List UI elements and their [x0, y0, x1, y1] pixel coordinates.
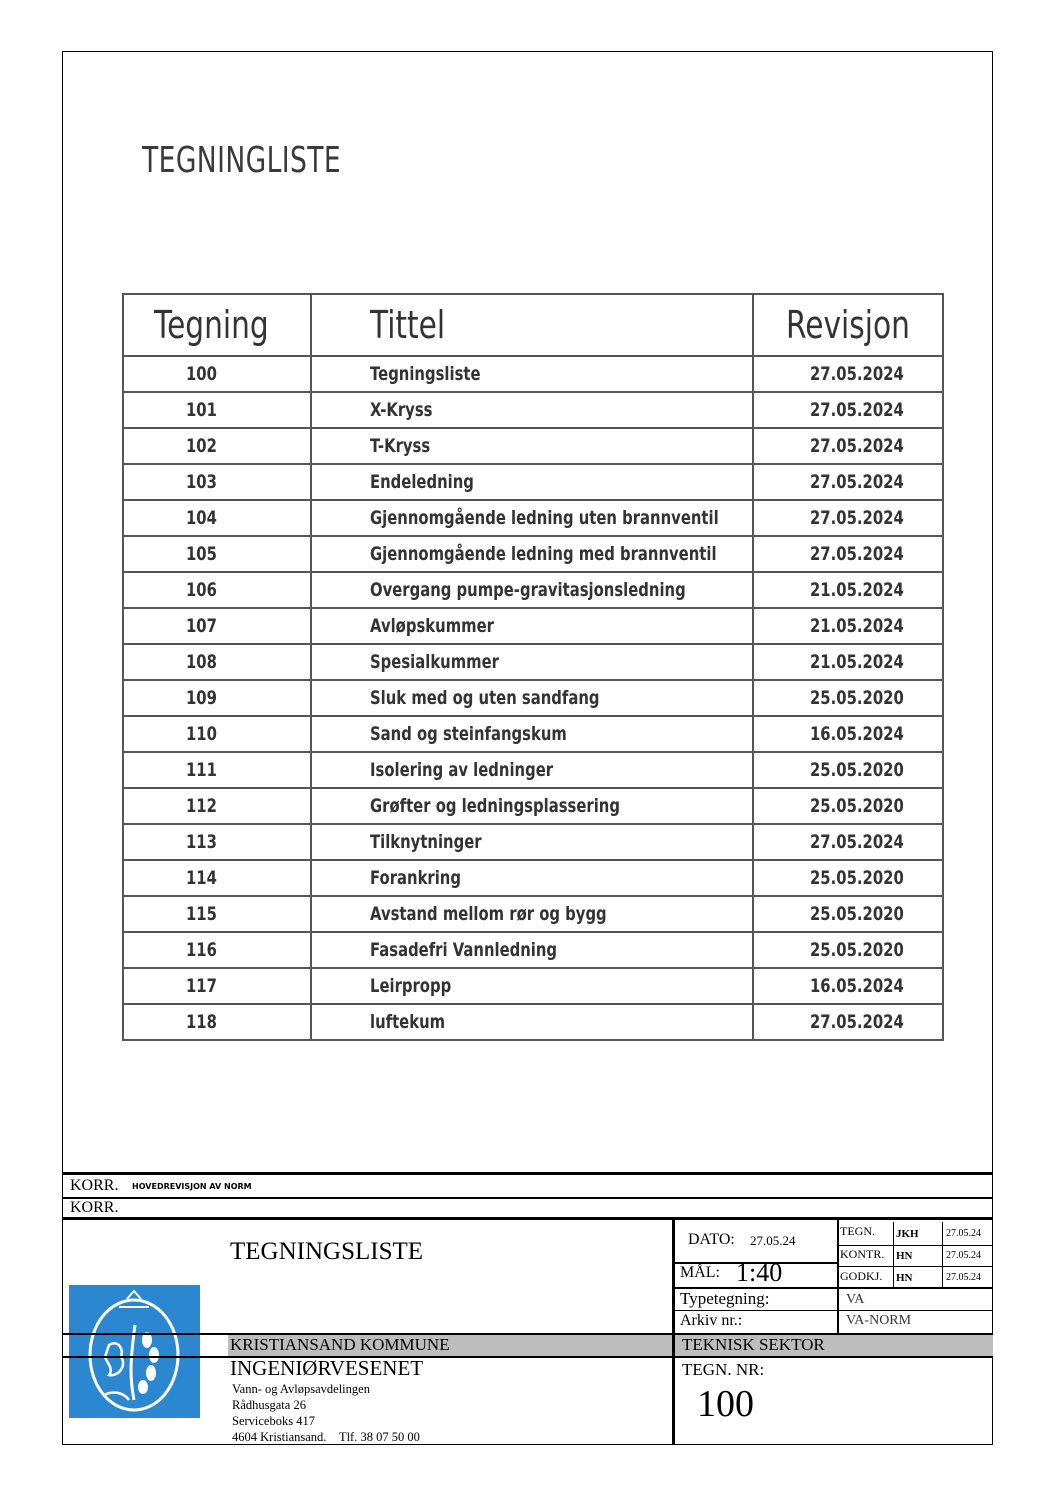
arkiv-value: VA-NORM	[846, 1313, 912, 1328]
header-tittel: Tittel	[311, 294, 753, 356]
kontr-date: 27.05.24	[946, 1250, 981, 1261]
header-tegning: Tegning	[123, 294, 311, 356]
revision-date: 25.05.2020	[753, 896, 943, 932]
org-name: KRISTIANSAND KOMMUNE	[230, 1335, 450, 1354]
korr-label-1: KORR.	[70, 1177, 119, 1194]
drawing-number: 113	[123, 824, 311, 860]
drawing-number: 114	[123, 860, 311, 896]
revision-date: 27.05.2024	[753, 392, 943, 428]
divider	[62, 1356, 993, 1358]
kontr-by: HN	[896, 1250, 913, 1262]
header-revisjon: Revisjon	[753, 294, 943, 356]
revision-date: 27.05.2024	[753, 824, 943, 860]
divider	[893, 1222, 894, 1288]
address-line: Serviceboks 417	[232, 1414, 315, 1428]
table-row	[123, 860, 943, 896]
revision-date: 27.05.2024	[753, 500, 943, 536]
revision-date: 25.05.2020	[753, 932, 943, 968]
table-row	[123, 644, 943, 680]
drawing-title-cell: Sluk med og uten sandfang	[311, 680, 753, 716]
table-row	[123, 464, 943, 500]
divider	[837, 1218, 839, 1288]
revision-date: 16.05.2024	[753, 968, 943, 1004]
dato-value: 27.05.24	[750, 1233, 796, 1248]
revision-date: 27.05.2024	[753, 1004, 943, 1040]
table-row	[123, 752, 943, 788]
table-row	[123, 392, 943, 428]
drawing-title-cell: Tilknytninger	[311, 824, 753, 860]
divider	[838, 1266, 993, 1267]
table-row	[123, 716, 943, 752]
revision-date: 21.05.2024	[753, 608, 943, 644]
tegn-label: TEGN.	[840, 1224, 875, 1238]
drawing-title-cell: Avløpskummer	[311, 608, 753, 644]
tegn-by: JKH	[896, 1228, 919, 1240]
godkj-by: HN	[896, 1272, 913, 1284]
revision-date: 27.05.2024	[753, 536, 943, 572]
drawing-title-cell: Isolering av ledninger	[311, 752, 753, 788]
drawing-number: 111	[123, 752, 311, 788]
address-line: Vann- og Avløpsavdelingen	[232, 1382, 370, 1396]
table-row	[123, 500, 943, 536]
table-row	[123, 428, 943, 464]
drawing-number: 103	[123, 464, 311, 500]
table-row	[123, 536, 943, 572]
sector-name: TEKNISK SEKTOR	[682, 1335, 825, 1354]
arkiv-label: Arkiv nr.:	[680, 1312, 743, 1329]
drawing-title-cell: Sand og steinfangskum	[311, 716, 753, 752]
typetegning-label: Typetegning:	[680, 1289, 770, 1308]
drawing-title: TEGNINGSLISTE	[230, 1238, 424, 1265]
drawing-title-cell: Overgang pumpe-gravitasjonsledning	[311, 572, 753, 608]
municipality-logo	[69, 1285, 200, 1418]
drawing-title-cell: Gjennomgående ledning uten brannventil	[311, 500, 753, 536]
dato-label: DATO:	[688, 1231, 735, 1248]
drawing-number: 102	[123, 428, 311, 464]
tegn-nr-value: 100	[697, 1383, 754, 1425]
divider	[62, 1333, 993, 1335]
kontr-label: KONTR.	[840, 1247, 885, 1261]
revision-date: 27.05.2024	[753, 428, 943, 464]
drawing-title-cell: Leirpropp	[311, 968, 753, 1004]
revision-date: 25.05.2020	[753, 788, 943, 824]
table-row	[123, 572, 943, 608]
dept-name: INGENIØRVESENET	[230, 1356, 424, 1380]
drawing-title-cell: Gjennomgående ledning med brannventil	[311, 536, 753, 572]
drawing-list-table	[122, 293, 944, 1041]
revision-date: 16.05.2024	[753, 716, 943, 752]
drawing-number: 105	[123, 536, 311, 572]
drawing-title-cell: Avstand mellom rør og bygg	[311, 896, 753, 932]
tegn-date: 27.05.24	[946, 1228, 981, 1239]
drawing-title-cell: Endeledning	[311, 464, 753, 500]
table-row	[123, 356, 943, 392]
drawing-number: 115	[123, 896, 311, 932]
godkj-date: 27.05.24	[946, 1272, 981, 1283]
revision-date: 27.05.2024	[753, 356, 943, 392]
address-block	[232, 1381, 420, 1445]
drawing-number: 118	[123, 1004, 311, 1040]
drawing-number: 109	[123, 680, 311, 716]
address-line: Rådhusgata 26	[232, 1398, 306, 1412]
table-header-row	[123, 294, 943, 356]
drawing-number: 101	[123, 392, 311, 428]
revision-date: 25.05.2020	[753, 860, 943, 896]
table-row	[123, 932, 943, 968]
divider	[62, 1172, 993, 1175]
drawing-number: 104	[123, 500, 311, 536]
table-row	[123, 896, 943, 932]
table-row	[123, 608, 943, 644]
korr-text-1: HOVEDREVISJON AV NORM	[132, 1182, 252, 1191]
drawing-title-cell: X-Kryss	[311, 392, 753, 428]
drawing-number: 106	[123, 572, 311, 608]
drawing-number: 108	[123, 644, 311, 680]
table-row	[123, 968, 943, 1004]
typetegning-value: VA	[846, 1292, 865, 1307]
drawing-title-cell: luftekum	[311, 1004, 753, 1040]
drawing-number: 117	[123, 968, 311, 1004]
drawing-title-cell: Spesialkummer	[311, 644, 753, 680]
divider	[62, 1217, 993, 1220]
page-title: TEGNINGLISTE	[142, 140, 342, 181]
table-row	[123, 788, 943, 824]
address-line: 4604 Kristiansand. Tlf. 38 07 50 00	[232, 1430, 420, 1444]
drawing-number: 110	[123, 716, 311, 752]
drawing-number: 100	[123, 356, 311, 392]
drawing-title-cell: Grøfter og ledningsplassering	[311, 788, 753, 824]
table-row	[123, 680, 943, 716]
drawing-number: 107	[123, 608, 311, 644]
drawing-number: 112	[123, 788, 311, 824]
drawing-title-cell: Tegningsliste	[311, 356, 753, 392]
divider	[672, 1310, 993, 1311]
korr-label-2: KORR.	[70, 1199, 119, 1216]
tegn-nr-label: TEGN. NR:	[682, 1360, 765, 1379]
table-row	[123, 1004, 943, 1040]
mal-label: MÅL:	[680, 1264, 720, 1281]
divider	[942, 1222, 943, 1288]
drawing-number: 116	[123, 932, 311, 968]
godkj-label: GODKJ.	[840, 1269, 883, 1283]
revision-date: 27.05.2024	[753, 464, 943, 500]
drawing-title-cell: Forankring	[311, 860, 753, 896]
revision-date: 25.05.2020	[753, 752, 943, 788]
revision-date: 25.05.2020	[753, 680, 943, 716]
divider	[672, 1218, 675, 1445]
table-row	[123, 824, 943, 860]
drawing-title-cell: Fasadefri Vannledning	[311, 932, 753, 968]
divider	[62, 1197, 993, 1199]
drawing-title-cell: T-Kryss	[311, 428, 753, 464]
divider	[838, 1245, 993, 1246]
revision-date: 21.05.2024	[753, 572, 943, 608]
mal-value: 1:40	[736, 1258, 783, 1287]
revision-date: 21.05.2024	[753, 644, 943, 680]
